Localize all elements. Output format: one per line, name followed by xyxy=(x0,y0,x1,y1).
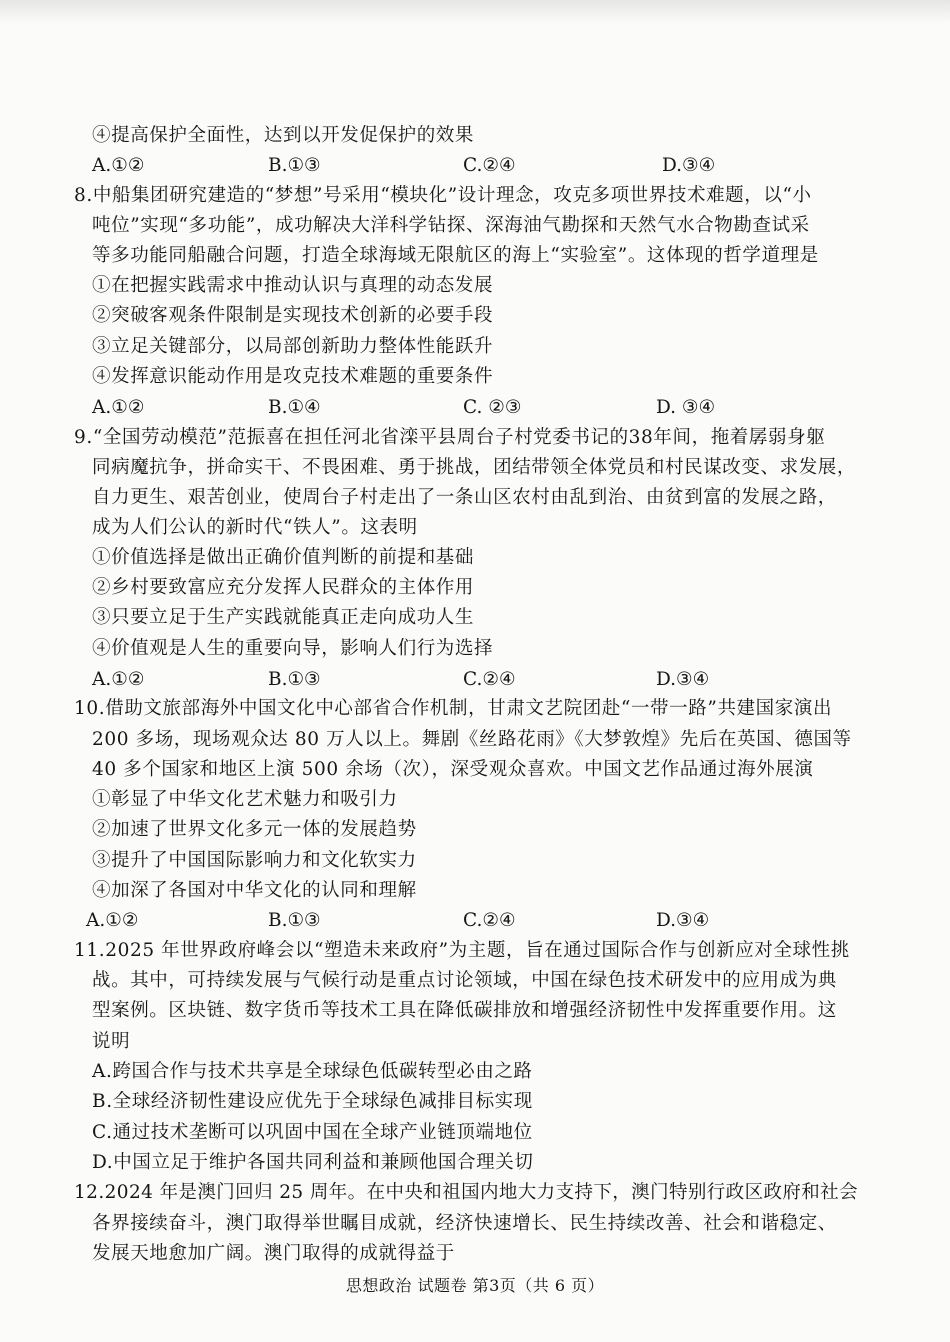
q10-option-b: B.①③ xyxy=(268,910,321,931)
q10-option-a: A.①② xyxy=(86,910,139,931)
q8-statement-3: ③立足关键部分，以局部创新助力整体性能跃升 xyxy=(92,336,494,357)
q8-option-a: A.①② xyxy=(92,397,145,418)
q8-statement-4: ④发挥意识能动作用是攻克技术难题的重要条件 xyxy=(92,366,494,387)
q9-stem-line-3: 自力更生、艰苦创业，使周台子村走出了一条山区农村由乱到治、由贫到富的发展之路， xyxy=(92,487,837,508)
q8-options xyxy=(0,396,950,420)
q10-stem-line-3: 40 多个国家和地区上演 500 余场（次），深受观众喜欢。中国文艺作品通过海外展演 xyxy=(92,759,814,780)
q10-statement-2: ②加速了世界文化多元一体的发展趋势 xyxy=(92,819,417,840)
q11-option-d: D.中国立足于维护各国共同利益和兼顾他国合理关切 xyxy=(92,1152,534,1173)
q9-options xyxy=(0,668,950,692)
q10-stem-line-1: 10.借助文旅部海外中国文化中心部省合作机制，甘肃文艺院团赴“一带一路”共建国家演出 xyxy=(74,698,833,719)
q10-statement-3: ③提升了中国国际影响力和文化软实力 xyxy=(92,850,417,871)
q9-option-d: D.③④ xyxy=(656,669,710,690)
q8-stem-line-1: 8.中船集团研究建造的“梦想”号采用“模块化”设计理念，攻克多项世界技术难题，以“小 xyxy=(74,185,812,206)
q10-options xyxy=(0,909,950,933)
q11-option-b: B.全球经济韧性建设应优先于全球绿色减排目标实现 xyxy=(92,1091,533,1112)
q10-statement-1: ①彰显了中华文化艺术魅力和吸引力 xyxy=(92,789,398,810)
q7-option-c: C.②④ xyxy=(463,155,516,176)
q9-statement-2: ②乡村要致富应充分发挥人民群众的主体作用 xyxy=(92,577,475,598)
q7-option-a: A.①② xyxy=(92,155,145,176)
q8-option-d: D. ③④ xyxy=(656,397,716,418)
q7-option-b: B.①③ xyxy=(268,155,321,176)
q9-statement-4: ④价值观是人生的重要向导，影响人们行为选择 xyxy=(92,638,494,659)
q11-stem-line-3: 型案例。区块链、数字货币等技术工具在降低碳排放和增强经济韧性中发挥重要作用。这 xyxy=(92,1000,837,1021)
q11-stem-line-2: 战。其中，可持续发展与气候行动是重点讨论领域，中国在绿色技术研发中的应用成为典 xyxy=(92,970,837,991)
q11-option-a: A.跨国合作与技术共享是全球绿色低碳转型必由之路 xyxy=(92,1061,533,1082)
q9-option-c: C.②④ xyxy=(463,669,516,690)
q12-stem-line-3: 发展天地愈加广阔。澳门取得的成就得益于 xyxy=(92,1243,455,1264)
q9-stem-line-4: 成为人们公认的新时代“铁人”。这表明 xyxy=(92,517,418,538)
q10-option-d: D.③④ xyxy=(656,910,710,931)
q12-stem-line-2: 各界接续奋斗，澳门取得举世瞩目成就，经济快速增长、民生持续改善、社会和谐稳定、 xyxy=(92,1213,837,1234)
q11-option-c: C.通过技术垄断可以巩固中国在全球产业链顶端地位 xyxy=(92,1122,533,1143)
q7-options xyxy=(0,154,950,178)
q9-statement-3: ③只要立足于生产实践就能真正走向成功人生 xyxy=(92,607,475,628)
q9-option-a: A.①② xyxy=(92,669,145,690)
q11-stem-line-4: 说明 xyxy=(92,1031,131,1052)
q10-statement-4: ④加深了各国对中华文化的认同和理解 xyxy=(92,880,417,901)
q9-stem-line-2: 同病魔抗争，拼命实干、不畏困难、勇于挑战，团结带领全体党员和村民谋改变、求发展， xyxy=(92,457,857,478)
q11-stem-line-1: 11.2025 年世界政府峰会以“塑造未来政府”为主题，旨在通过国际合作与创新应对全球性挑 xyxy=(74,940,850,961)
q10-stem-line-2: 200 多场，现场观众达 80 万人以上。舞剧《丝路花雨》《大梦敦煌》先后在英国、德国等 xyxy=(92,729,852,750)
q8-statement-2: ②突破客观条件限制是实现技术创新的必要手段 xyxy=(92,305,494,326)
q10-option-c: C.②④ xyxy=(463,910,516,931)
q9-statement-1: ①价值选择是做出正确价值判断的前提和基础 xyxy=(92,547,475,568)
q8-statement-1: ①在把握实践需求中推动认识与真理的动态发展 xyxy=(92,275,494,296)
q7-option-d: D.③④ xyxy=(662,155,716,176)
q12-stem-line-1: 12.2024 年是澳门回归 25 周年。在中央和祖国内地大力支持下，澳门特别行政区政府和社会 xyxy=(74,1182,858,1203)
q9-option-b: B.①③ xyxy=(268,669,321,690)
q8-stem-line-3: 等多功能同船融合问题，打造全球海域无限航区的海上“实验室”。这体现的哲学道理是 xyxy=(92,245,819,266)
q8-stem-line-2: 吨位”实现“多功能”，成功解决大洋科学钻探、深海油气勘探和天然气水合物勘查试采 xyxy=(92,215,810,236)
q9-stem-line-1: 9.“全国劳动模范”范振喜在担任河北省滦平县周台子村党委书记的38年间，拖着孱弱身躯 xyxy=(74,427,826,448)
q8-option-c: C. ②③ xyxy=(463,397,522,418)
page-footer: 思想政治 试题卷 第3页（共 6 页） xyxy=(345,1276,605,1295)
q8-option-b: B.①④ xyxy=(268,397,321,418)
q7-statement-4: ④提高保护全面性，达到以开发促保护的效果 xyxy=(92,125,475,146)
